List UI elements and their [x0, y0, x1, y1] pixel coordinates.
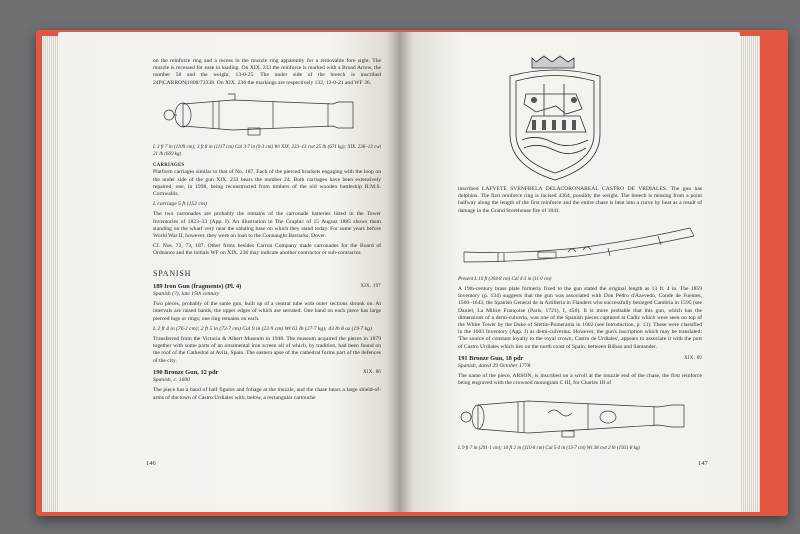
item-191-caption: L 9 ft 7 in (291·1 cm); 10 ft 2 in (310·0 cm) Cal 5·4 in (13·7 cm) Wt 38 cwt 2 lb (1931·8 kg) [458, 445, 640, 451]
bronze-gun-illustration-top [458, 218, 702, 274]
inscription-paragraph: inscribed LAFVETE SVENFBELA DELACORONAREAL CASTRO DE VRDIALES. The gun has dolphins. The first reinforce ring is incised 4364, possibly the weight. The breech is missing from a point halfway along the length of the first reinforce and the entire chase is bent into a curve by heat as a result of damage in the Grand Storehouse fire of 1841. [458, 186, 702, 214]
right-column [458, 186, 702, 455]
bronze-gun-illustration-bottom [458, 391, 702, 443]
intro-paragraph: on the reinforce ring and a recess in the muzzle ring apparently for a removable fore sight. The muzzle is recessed for ease in loading. On XIX. 233 the reinforce is marked with a Broad Arrow, the number 58 and the weight, 13-0-25. The under side of the breech is inscribed 24P|CARRON|1808/73338. On XIX. 236 the markings are respectively 132, 13-0-21 and WF 36. [153, 58, 381, 86]
page-edges-right [738, 36, 760, 512]
page-number-right: 147 [698, 460, 708, 467]
item-190-number: XIX. 86 [363, 369, 381, 375]
carriages-heading: CARRIAGES [153, 163, 185, 169]
carriages-text: Platform carriages similar to that of No. 187. Each of the pierced brackets engaging with the loop on the under side of the gun XIX. 233 bears the number 24. Both carriages have been extensively repaired, one, in 1998, being reconstructed from timbers of the old wooden battleship H.M.S. Cornwallis. [153, 169, 381, 198]
carriage-dimensions: L carriage 5 ft (152 cm) [153, 201, 207, 208]
item-191-number: XIX. 89 [684, 355, 702, 361]
item-189-title: 189 Iron Gun (fragments) (Pl. 4) [153, 282, 242, 290]
carronade-illustration [153, 90, 381, 142]
cf-paragraph: Cf. Nos. 72, 73, 187. Other firms besides Carron Company made carronades for the Board of Ordnance and the initials WF on XIX. 236 may indicate another contractor or sub-contractor. [153, 243, 381, 257]
page-number-left: 146 [146, 460, 156, 467]
gun-caption-right: Present L 10 ft (304·8 cm) Cal 4·3 in (11·0 cm) [458, 276, 552, 282]
carronades-paragraph: The two carronades are probably the remains of the carronade batteries listed in the Tower Inventories of 1823–33 (App. I). An illustration in The Graphic of 15 August 1885 shows them standing on the wharf very near the saluting base on which they stand today. For some years before World War II, however, they were on loan to the Connaught Barracks, Dover. [153, 211, 381, 240]
item-190-date: Spanish, c. 1600 [153, 377, 190, 384]
left-page [58, 32, 400, 512]
item-190-heading [153, 369, 381, 376]
coat-of-arms-illustration [496, 54, 614, 184]
history-paragraph: A 19th-century brass plate formerly fixed to the gun stated the original length as 13 ft. 4 in. The 1859 Inventory (p. 134) suggests that the gun was associated with Don Pedro d'Azevedo, Conde de Fuentes, 1560–1643, the Spanish General de la Artilleria in Flanders who successfully besieged Cambria in 1595 (see Daniel, La Milice Françoise (Paris, 1721), I, 450). It is more probable that this gun, which has the dimensions of a demi-culverin, was one of the Spanish pieces captured at Cadiz which were seen on top of the White Tower by the Duke of Stettin-Pomerania in 1602 (see Introduction, p. 13). These were classified in the 1603 Inventory (App. I) as demi-culverins. However, the gun's inscription which may be translated: 'The source of constant loyalty to the royal crown, Castro de Urdiales', appears to associate it with the port of Castro Urdiales which lies on the north coast of Spain, between Bilbao and Santander. [458, 286, 702, 350]
item-190-title: 190 Bronze Gun, 12 pdr [153, 368, 219, 376]
item-191-heading [458, 355, 702, 362]
section-title-spanish: SPANISH [153, 268, 192, 278]
gun-caption-left: L 3 ft 7 in (1109 cm); 3 ft 8 in (1117 cm) Cal 3·7 in (9·3 cm) Wt XIX. 233–13 cwt 25 lb (671 kg); XIX. 236–13 cwt 21 lb (669 kg) [153, 144, 381, 158]
item-190-text: The piece has a band of half figures and foliage at the muzzle, and the chase bears a large shield-of-arms of the town of Castro Urdiales with, below, a rectangular cartouche [153, 387, 381, 401]
item-191-date: Spanish, dated 29 October 1778 [458, 363, 531, 370]
item-189-date: Spanish (?), late 15th century [153, 291, 220, 298]
left-column [153, 58, 381, 405]
right-page [400, 32, 740, 512]
item-189-number: XIX. 197 [360, 283, 381, 289]
item-189-heading [153, 283, 381, 290]
item-189-dimensions: L 2 ft 4 in (76·2 cm); 2 ft 5 in (73·7 cm) Cal 9 in (22·9 cm) Wt 61 lb (27·7 kg); 43 lb 8 oz (19·7 kg) [153, 325, 372, 332]
item-191-text: The name of the piece, ARSON, is inscribed on a scroll at the muzzle end of the chase, the first reinforce being engraved with the crowned monogram C III, for Charles III of [458, 373, 702, 387]
item-191-title: 191 Bronze Gun, 18 pdr [458, 354, 524, 362]
item-189-text: Two pieces, probably of the same gun, built up of a central tube with outer sections shrunk on. At intervals are raised bands, the upper edges of which are serrated. One band on each piece has large pierced lugs or rings; one ring remains on each. [153, 301, 381, 322]
item-189-provenance: Transferred from the Victoria & Albert Museum in 1948. The museum acquired the pieces in 1879 together with some parts of an ornamental iron screen all of which, by tradition, had been found on the roof of the Cathedral at Avila, Spain. The eastern apse of the cathedral forms part of the defences of the city. [153, 336, 381, 364]
